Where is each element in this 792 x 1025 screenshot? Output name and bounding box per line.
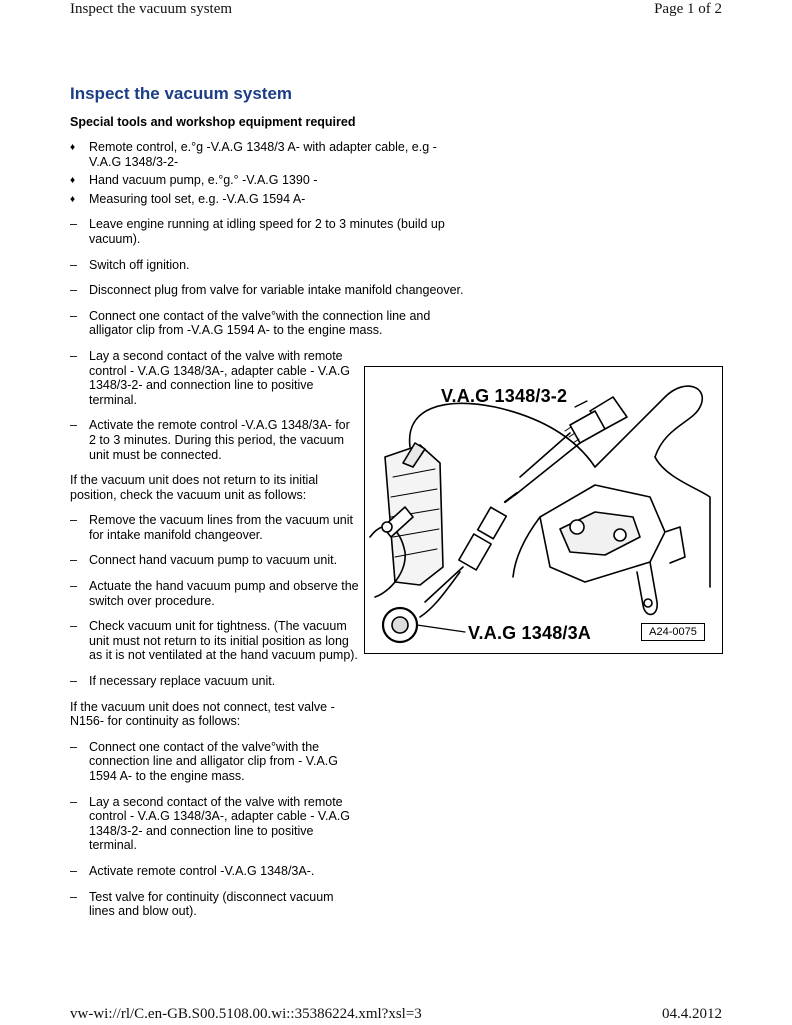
tool-list xyxy=(70,140,470,206)
page-number: Page 1 of 2 xyxy=(654,1,722,17)
step-text: Lay a second contact of the valve with remote control - V.A.G 1348/3A-, adapter cable - V.A.G 1348/3-2- and connection line to positive terminal. xyxy=(89,794,351,853)
step-text: If necessary replace vacuum unit. xyxy=(89,674,276,689)
step-text: Remove the vacuum lines from the vacuum unit for intake manifold changeover. xyxy=(89,513,354,542)
tool-list-item xyxy=(70,192,470,207)
paragraph-valve-test: If the vacuum unit does not connect, test valve - N156- for continuity as follows: xyxy=(70,699,335,729)
section-subtitle: Special tools and workshop equipment required xyxy=(70,115,356,129)
procedure-step xyxy=(70,890,360,919)
step-list-d xyxy=(70,740,360,919)
step-list-b xyxy=(70,349,360,462)
dash-bullet-icon: – xyxy=(70,739,77,754)
tool-text: Hand vacuum pump, e.°g.° -V.A.G 1390 - xyxy=(89,173,318,188)
dash-bullet-icon: – xyxy=(70,674,77,689)
step-text: Lay a second contact of the valve with remote control - V.A.G 1348/3A-, adapter cable - V.A.G 1348/3-2- and connection line to positive terminal. xyxy=(89,348,351,407)
step-text: Leave engine running at idling speed for 2 to 3 minutes (build up vacuum). xyxy=(89,217,445,246)
dash-bullet-icon: – xyxy=(70,308,77,323)
dash-bullet-icon: – xyxy=(70,889,77,904)
dash-bullet-icon: – xyxy=(70,418,77,433)
procedure-step xyxy=(70,309,470,338)
dash-bullet-icon: – xyxy=(70,553,77,568)
footer-url: vw-wi://rl/C.en-GB.S00.5108.00.wi::35386224.xml?xsl=3 xyxy=(70,1006,422,1022)
label-remote-control: V.A.G 1348/3A xyxy=(468,623,592,643)
dash-bullet-icon: – xyxy=(70,348,77,363)
step-text: Connect one contact of the valve°with the connection line and alligator clip from - V.A.G 1594 A- to the engine mass. xyxy=(89,739,338,783)
header-title: Inspect the vacuum system xyxy=(70,1,233,17)
paragraph-vacuum-check: If the vacuum unit does not return to its initial position, check the vacuum unit as follows: xyxy=(70,473,319,502)
step-list-a xyxy=(70,217,470,338)
dash-bullet-icon: – xyxy=(70,619,77,634)
label-adapter-cable: V.A.G 1348/3-2 xyxy=(441,386,568,406)
tool-text: Remote control, e.°g -V.A.G 1348/3 A- with adapter cable, e.g - V.A.G 1348/3-2- xyxy=(89,140,437,169)
procedure-step xyxy=(70,418,360,462)
dash-bullet-icon: – xyxy=(70,794,77,809)
procedure-step xyxy=(70,740,360,784)
step-text: Activate remote control -V.A.G 1348/3A-. xyxy=(89,863,315,878)
diamond-bullet-icon: ♦ xyxy=(70,193,76,205)
procedure-step xyxy=(70,553,360,568)
procedure-step xyxy=(70,619,360,663)
diamond-bullet-icon: ♦ xyxy=(70,142,76,153)
step-text: Actuate the hand vacuum pump and observe the switch over procedure. xyxy=(89,579,359,608)
dash-bullet-icon: – xyxy=(70,863,77,878)
figure-reference: A24-0075 xyxy=(641,623,705,641)
dash-bullet-icon: – xyxy=(70,283,77,298)
step-text: Connect hand vacuum pump to vacuum unit. xyxy=(89,553,338,568)
step-text: Activate the remote control -V.A.G 1348/3A- for 2 to 3 minutes. During this period, the vacuum unit must be connected. xyxy=(89,418,350,462)
procedure-step xyxy=(70,513,360,542)
step-list-c xyxy=(70,513,360,688)
procedure-step xyxy=(70,674,360,689)
dash-bullet-icon: – xyxy=(70,257,77,272)
page-title: Inspect the vacuum system xyxy=(70,84,293,103)
procedure-step xyxy=(70,795,360,853)
tool-list-item xyxy=(70,173,470,188)
step-text: Test valve for continuity (disconnect vacuum lines and blow out). xyxy=(89,889,334,919)
procedure-step xyxy=(70,579,360,608)
step-text: Connect one contact of the valve°with the connection line and alligator clip from -V.A.G 1594 A- to the engine mass. xyxy=(89,308,431,338)
procedure-step xyxy=(70,283,470,298)
diamond-bullet-icon: ♦ xyxy=(70,175,76,187)
dash-bullet-icon: – xyxy=(70,513,77,528)
dash-bullet-icon: – xyxy=(70,217,77,232)
tool-text: Measuring tool set, e.g. -V.A.G 1594 A- xyxy=(89,191,306,206)
technical-drawing xyxy=(365,367,724,655)
procedure-step xyxy=(70,217,470,246)
procedure-step xyxy=(70,258,470,273)
procedure-step xyxy=(70,349,360,407)
step-text: Check vacuum unit for tightness. (The vacuum unit must not return to its initial position as long as it is not ventilated at the hand vacuum pump). xyxy=(89,619,358,663)
footer-date: 04.4.2012 xyxy=(662,1006,722,1022)
step-text: Disconnect plug from valve for variable intake manifold changeover. xyxy=(89,283,464,298)
figure-vacuum-test-setup xyxy=(364,366,723,654)
tool-list-item xyxy=(70,140,470,169)
dash-bullet-icon: – xyxy=(70,579,77,594)
step-text: Switch off ignition. xyxy=(89,257,190,272)
procedure-step xyxy=(70,864,360,879)
